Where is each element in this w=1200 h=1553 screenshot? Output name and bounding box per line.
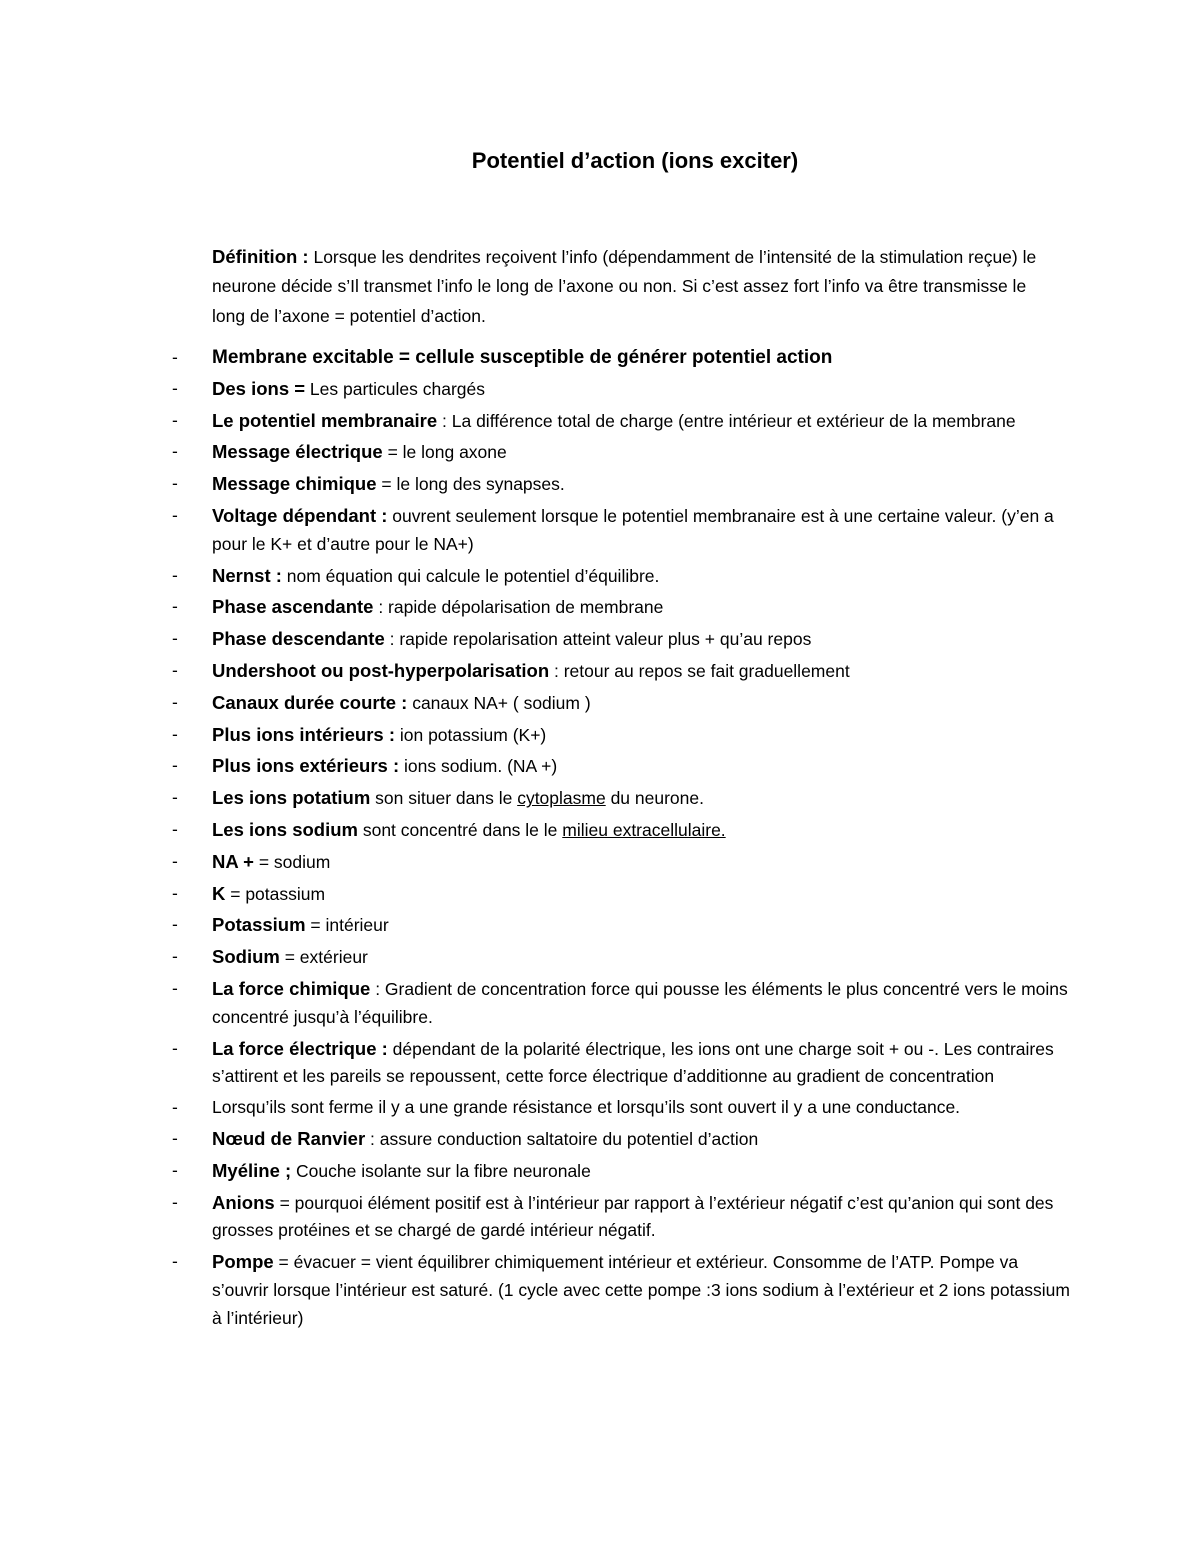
item-term: Canaux durée courte : — [212, 691, 408, 713]
bullet-dash: - — [172, 914, 178, 935]
item-term: Message chimique — [212, 473, 377, 495]
item-text: : retour au repos se fait graduellement — [549, 660, 850, 681]
list-item — [172, 943, 1072, 972]
bullet-dash: - — [172, 473, 178, 494]
item-underlined-text: milieu extracellulaire. — [562, 819, 726, 840]
item-term: Des ions = — [212, 377, 306, 399]
item-text: : Gradient de concentration force qui pousse les éléments le plus concentré vers le moins concentré jusqu’à l’équilibre. — [212, 978, 1068, 1027]
item-term: Membrane excitable = cellule susceptible de générer potentiel action — [212, 347, 833, 368]
item-text: = pourquoi élément positif est à l’intérieur par rapport à l’extérieur négatif c’est qu’anion qui sont des grosses protéines et se chargé de gardé intérieur négatif. — [212, 1192, 1054, 1241]
bullet-dash: - — [172, 787, 178, 808]
list-item — [172, 375, 1072, 404]
bullet-dash: - — [172, 409, 178, 430]
bullet-dash: - — [172, 1037, 178, 1058]
bullet-dash: - — [172, 347, 178, 367]
list-item — [172, 438, 1072, 467]
bullet-dash: - — [172, 1127, 178, 1148]
item-text: nom équation qui calcule le potentiel d’équilibre. — [281, 565, 660, 586]
list-item — [172, 721, 1072, 750]
bullet-dash: - — [172, 377, 178, 398]
item-term: Pompe — [212, 1251, 274, 1273]
item-underlined-text: cytoplasme — [517, 788, 606, 809]
item-text: ion potassium (K+) — [395, 724, 547, 745]
list-item — [172, 1125, 1072, 1154]
item-term: Message électrique — [212, 441, 383, 463]
item-term: Voltage dépendant : — [212, 504, 388, 526]
item-term: Anions — [212, 1191, 275, 1213]
list-item — [172, 344, 1072, 372]
list-item — [172, 562, 1072, 591]
bullet-dash: - — [172, 659, 178, 680]
item-text: : rapide repolarisation atteint valeur plus + qu’au repos — [384, 629, 812, 650]
item-text: : assure conduction saltatoire du potentiel d’action — [365, 1128, 759, 1149]
item-text: = évacuer = vient équilibrer chimiquement intérieur et extérieur. Consomme de l’ATP. Pompe va s’ouvrir lorsque l’intérieur est saturé. (1 cycle avec cette pompe :3 ions sodium à l’extérieur et 2 ions potassium à l’intérieur) — [212, 1252, 1070, 1328]
item-text: Couche isolante sur la fibre neuronale — [291, 1160, 591, 1181]
item-text: = intérieur — [305, 915, 389, 936]
item-term: Nernst : — [212, 564, 282, 586]
item-term: Phase ascendante — [212, 596, 374, 618]
item-text: = le long des synapses. — [376, 474, 565, 495]
list-item — [172, 1094, 1072, 1122]
bullet-dash: - — [172, 691, 178, 712]
item-text: canaux NA+ ( sodium ) — [407, 692, 591, 713]
bullet-dash: - — [172, 596, 178, 617]
item-term: Phase descendante — [212, 628, 385, 650]
list-item — [172, 784, 1072, 813]
item-term: La force chimique — [212, 977, 371, 999]
bullet-dash: - — [172, 723, 178, 744]
list-item — [172, 911, 1072, 940]
list-item — [172, 1189, 1072, 1246]
item-text: dépendant de la polarité électrique, les ions ont une charge soit + ou -. Les contraires s’attirent et les pareils se repoussent, cette force électrique d’additionne au gradient de concentration — [212, 1038, 1054, 1087]
bullet-dash: - — [172, 1097, 178, 1118]
bullet-dash: - — [172, 1191, 178, 1212]
item-text: Les particules chargés — [305, 378, 486, 399]
list-item — [172, 848, 1072, 877]
bullet-dash: - — [172, 977, 178, 998]
item-term: NA + — [212, 850, 254, 872]
list-item — [172, 975, 1072, 1032]
definition-text: Lorsque les dendrites reçoivent l’info (dépendamment de l’intensité de la stimulation reçue) le neurone décide s’Il transmet l’info le long de l’axone ou non. Si c’est assez fort l’info va être transmisse le long de l’axone = potentiel d’action. — [212, 247, 1037, 326]
list-item — [172, 880, 1072, 909]
item-term: Potassium — [212, 914, 306, 936]
page-title: Potentiel d’action (ions exciter) — [471, 148, 799, 173]
item-text: son situer dans le — [370, 788, 518, 809]
list-item — [172, 752, 1072, 781]
bullet-dash: - — [172, 818, 178, 839]
item-text: = sodium — [253, 851, 331, 872]
list-item — [172, 502, 1072, 559]
item-term: Sodium — [212, 946, 280, 968]
bullet-dash: - — [172, 850, 178, 871]
item-text: sont concentré dans le le — [357, 819, 563, 840]
list-item — [172, 625, 1072, 654]
item-term: K — [212, 882, 226, 904]
item-term: Les ions potatium — [212, 787, 371, 809]
glossary-list — [172, 344, 1072, 1336]
item-term: Les ions sodium — [212, 818, 358, 840]
item-term: Myéline ; — [212, 1159, 292, 1181]
bullet-dash: - — [172, 1159, 178, 1180]
definition-label: Définition : — [212, 246, 309, 267]
item-text-after: du neurone. — [605, 788, 704, 809]
list-item — [172, 657, 1072, 686]
list-item — [172, 1035, 1072, 1092]
list-item — [172, 407, 1072, 436]
definition-paragraph — [212, 242, 1062, 331]
bullet-dash: - — [172, 504, 178, 525]
list-item — [172, 1248, 1072, 1332]
item-text: = extérieur — [279, 947, 368, 968]
item-text: Lorsqu’ils sont ferme il y a une grande résistance et lorsqu’ils sont ouvert il y a une conductance. — [212, 1097, 961, 1118]
list-item — [172, 1157, 1072, 1186]
item-term: Plus ions intérieurs : — [212, 723, 395, 745]
item-term: Plus ions extérieurs : — [212, 755, 400, 777]
item-text: : rapide dépolarisation de membrane — [373, 597, 664, 618]
bullet-dash: - — [172, 946, 178, 967]
list-item — [172, 816, 1072, 845]
item-term: La force électrique : — [212, 1037, 388, 1059]
bullet-dash: - — [172, 882, 178, 903]
item-text: = le long axone — [382, 442, 507, 463]
bullet-dash: - — [172, 564, 178, 585]
item-text: ions sodium. (NA +) — [399, 756, 558, 777]
item-term: Undershoot ou post-hyperpolarisation — [212, 659, 550, 681]
item-text: ouvrent seulement lorsque le potentiel membranaire est à une certaine valeur. (y’en a pour le K+ et d’autre pour le NA+) — [212, 505, 1054, 554]
item-term: Nœud de Ranvier — [212, 1127, 366, 1149]
item-text: = potassium — [225, 883, 326, 904]
list-item — [172, 470, 1072, 499]
bullet-dash: - — [172, 628, 178, 649]
bullet-dash: - — [172, 755, 178, 776]
bullet-dash: - — [172, 1251, 178, 1272]
item-term: Le potentiel membranaire — [212, 409, 438, 431]
bullet-dash: - — [172, 441, 178, 462]
item-text: : La différence total de charge (entre intérieur et extérieur de la membrane — [437, 410, 1016, 431]
list-item — [172, 689, 1072, 718]
list-item — [172, 593, 1072, 622]
